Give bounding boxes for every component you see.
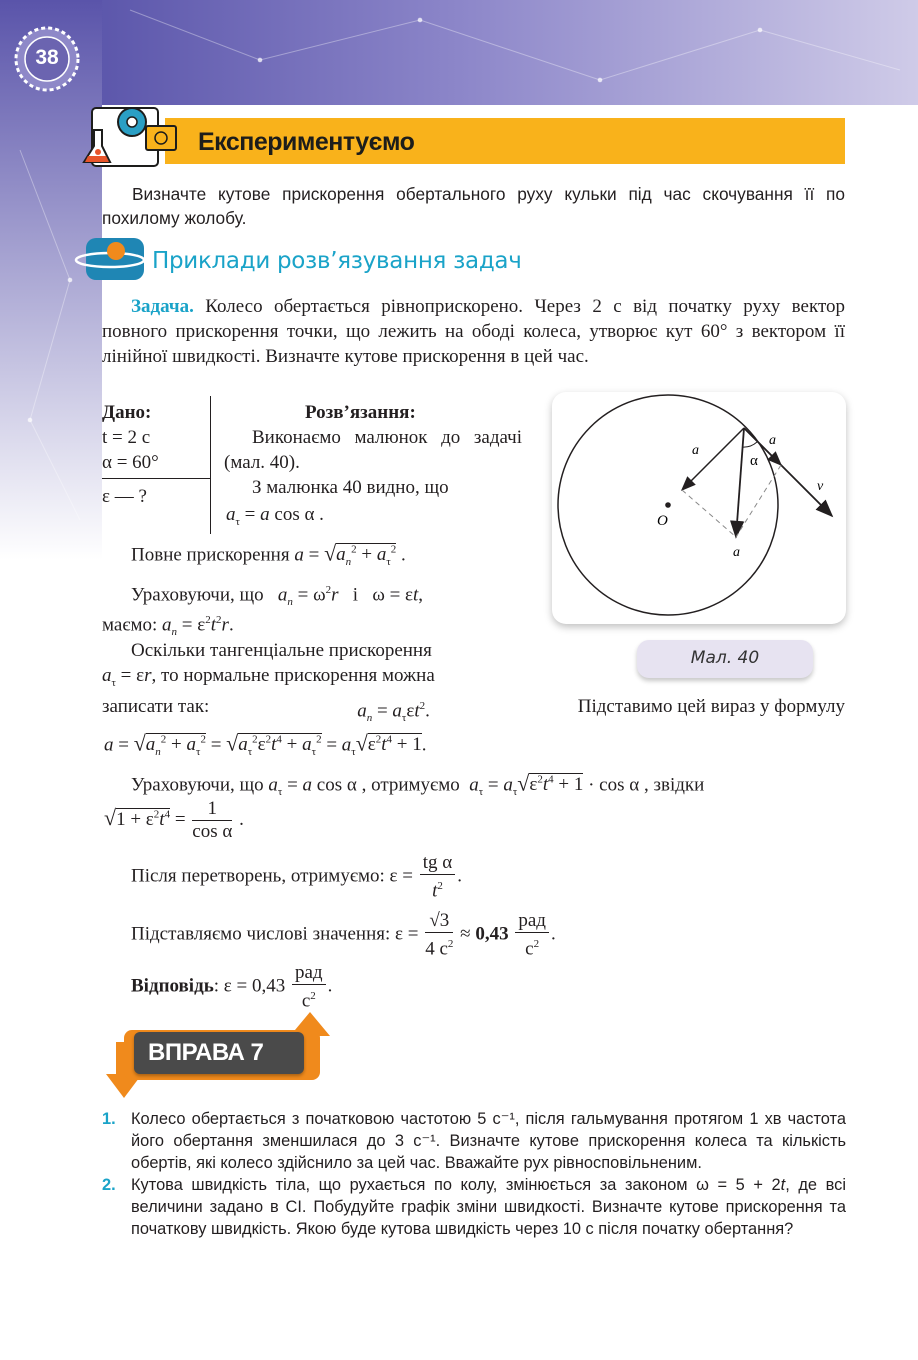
considering2-text: Ураховуючи, що [131,774,264,796]
tangential-line: Оскільки тангенціальне прискорення [131,640,432,661]
angle-arc [742,442,757,447]
formula-at-cos: $a_\tau = a$ cos α . [226,504,324,528]
write-line [102,694,845,731]
given-t: t = 2 с [102,427,151,448]
total-acceleration-vector [736,428,744,537]
experiment-title: Експериментуємо [198,128,415,156]
answer-line: Відповідь: ε = 0,43 рад $c^2$ . [131,962,333,1012]
exercise-item [102,1108,846,1174]
solution-line1: Виконаємо малюнок до задачі (мал. 40). [224,427,522,473]
numeric-line: Підставляємо числові значення: ε = $\frac{√3}{4 c^2}$ ≈ 0,43 рад $c^2$ . [131,910,556,960]
label-alpha: α [750,453,758,469]
given-alpha: α = 60° [102,452,159,473]
atom-icon [60,238,144,280]
examples-title: Приклади розв’язування задач [152,248,522,274]
given-find: ε — ? [102,486,147,507]
experiment-text: Визначте кутове прискорення обертального руху кульки під час скочування її по похилому жолобу. [102,184,845,228]
exercise-text: Кутова швидкість тіла, що рухається по колу, змінюється за законом ω = 5 + 2 [131,1176,781,1194]
formula-full-acceleration: $a = √a_n^2 + a_\tau^2 = √a_\tau^2\varepsilon^2t^4 + a_\tau^2 = a_\tau√\varepsilon^2t^4 + 1$. [104,730,427,759]
solution-line2: З малюнка 40 видно, що [252,477,449,498]
considering-line2: Ураховуючи, що $a_\tau = a$ cos α , отримуємо $a_\tau = a_\tau√\varepsilon^2t^4 + 1 \cdot \cos \alpha$ , звідки [131,770,705,799]
label-a: a [733,545,740,560]
normal-acceleration-vector [682,428,744,490]
numeric-text: Підставляємо числові значення: [131,923,391,945]
then-normal-text: , то нормальне прискорення можна [151,665,435,686]
lab-equipment-icon [74,100,184,172]
figure-40-card [552,392,846,624]
exercise-number: 2. [102,1176,116,1194]
write-text: записати так: [102,696,210,717]
exercise-text-var: t [780,1176,786,1194]
exercise-item [102,1174,846,1240]
we-have-text: маємо: [102,614,158,636]
whence-text: , звідки [643,774,705,796]
page-number: 38 [35,46,59,69]
center-point [665,502,671,508]
solution-heading: Розв’язання: [305,402,416,423]
unit-rad: рад [515,910,549,933]
figure-caption-text: Мал. 40 [690,648,760,668]
exercise-title-badge [134,1032,304,1074]
formula-an-at: $a_n = a_\tau\varepsilon t^2$. [357,700,430,725]
substitute-text: Підставимо цей вираз у формулу [577,696,845,717]
unit-c: c [525,938,534,960]
dashed-parallelogram-side [682,490,736,537]
task-statement [102,294,845,369]
task-label: Задача. [131,296,194,317]
given-divider-horizontal [102,478,211,479]
label-at: a [769,433,776,448]
full-acceleration-line: Повне прискорення $a = √a_n^2 + a_\tau^2$ . [131,540,406,569]
figure-caption [637,640,813,678]
numeric-value: 0,43 [475,923,509,945]
formula-sqrt-equals: $√1 + \varepsilon^2t^4$ = $\frac{1}{\text{cos α}}$ . [104,798,244,842]
considering-line1: Ураховуючи, що $a_n = \omega^2r$ і ω = εt, [131,584,424,609]
given-divider-vertical [210,396,211,534]
label-o: O [657,513,668,529]
page-number-badge [14,26,80,92]
and-text: і [352,584,359,606]
given-heading: Дано: [102,402,152,423]
then-normal-line: $a_\tau = \varepsilon r$, то нормальне прискорення можна [102,665,435,689]
exercise-text: , де всі величини задано в СІ. Побудуйте графік зміни швидкості. Визначте кутове прискорення та початкову швидкість. Якою буде кутова швидкість через 10 с після початку обертання? [131,1176,846,1238]
exercise-list [102,1108,846,1240]
after-text: Після перетворень, отримуємо: [131,865,385,887]
we-have-line: маємо: $a_n = \varepsilon^2t^2r$. [102,614,234,639]
exercise-title: ВПРАВА 7 [148,1039,264,1066]
task-text: Колесо обертається рівноприскорено. Через 2 с від початку руху вектор повного прискорення точки, що лежить на ободі колеса, утворює кут 60° з вектором її лінійної швидкості. Визначте кутове прискорення в цей час. [102,296,845,367]
dashed-parallelogram-side [736,465,781,537]
considering1-text: Ураховуючи, що [131,584,264,606]
label-v: v [817,479,824,494]
wheel-acceleration-diagram [552,392,846,624]
after-transform-line: Після перетворень, отримуємо: ε = $\frac{\text{tg α}}{t^2}$ . [131,852,462,902]
answer-label: Відповідь [131,975,214,997]
exercise-text: Колесо обертається з початковою частотою 5 с⁻¹, після гальмування протягом 1 хв частота його обертання зменшилася до 3 с⁻¹. Визначте кутове прискорення колеса та кількість обертів, які колесо здійснило за цей час. Вважайте рух рівносповільненим. [131,1110,846,1172]
exercise-number: 1. [102,1110,116,1128]
we-get-text: , отримуємо [361,774,460,796]
full-acc-text: Повне прискорення [131,544,290,566]
label-an: a [692,443,699,458]
